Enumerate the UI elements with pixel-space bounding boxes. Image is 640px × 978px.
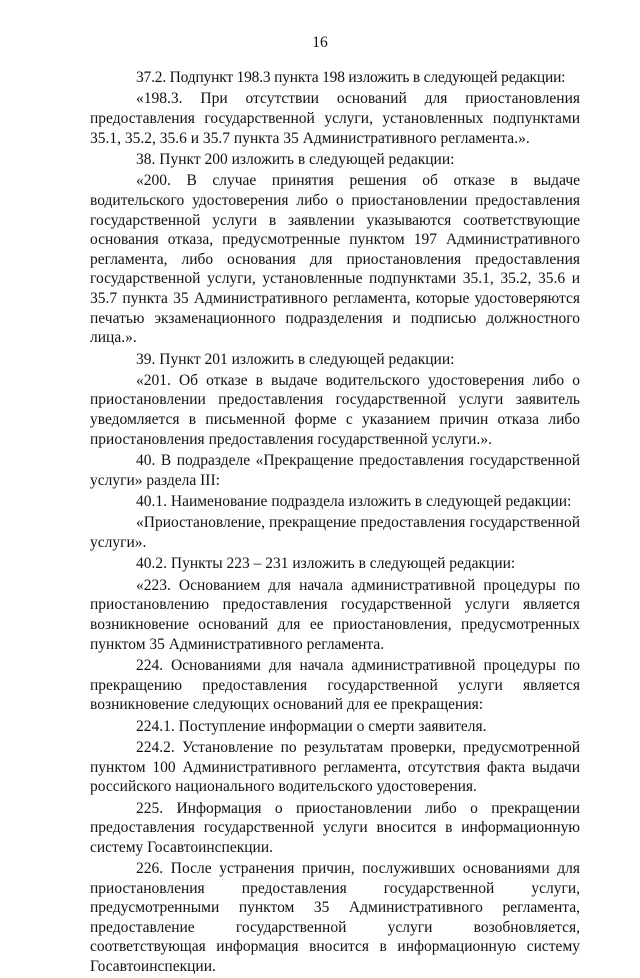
paragraph-224-2: 224.2. Установление по результатам проверки, предусмотренной пунктом 100 Административного регламента, отсутствия факта выдачи российского национального водительского удостоверения. xyxy=(90,738,580,796)
paragraph-198-3: «198.3. При отсутствии оснований для приостановления предоставления государственной услуги, установленных подпунктами 35.1, 35.2, 35.6 и 35.7 пункта 35 Административного регламента.». xyxy=(90,90,580,147)
paragraph-subsection-title: «Приостановление, прекращение предоставления государственной услуги». xyxy=(90,514,580,552)
paragraph-225: 225. Информация о приостановлении либо о прекращении предоставления государственной услуги вносится в информационную систему Госавтоинспекции. xyxy=(90,799,580,856)
paragraph-224-1: 224.1. Поступление информации о смерти заявителя. xyxy=(136,717,487,735)
paragraph-226: 226. После устранения причин, послуживших основаниями для приостановления предоставления государственной услуги, предусмотренными пунктом 35 Административного регламента, предоставление государственной услуги возобновляется, соответствующая информация вносится в информационную систему Госавтоинспекции. xyxy=(90,860,580,976)
paragraph-40: 40. В подразделе «Прекращение предоставления государственной услуги» раздела III: xyxy=(90,452,580,489)
document-body xyxy=(90,68,580,978)
paragraph-40-1: 40.1. Наименование подраздела изложить в следующей редакции: xyxy=(136,493,572,511)
paragraph-39: 39. Пункт 201 изложить в следующей редакции: xyxy=(136,350,455,368)
paragraph-224: 224. Основаниями для начала административной процедуры по прекращению предоставления государственной услуги является возникновение следующих оснований для ее прекращения: xyxy=(90,656,580,714)
paragraph-201: «201. Об отказе в выдаче водительского удостоверения либо о приостановлении предоставления государственной услуги заявитель уведомляется в письменной форме с указанием причин отказа либо приостановления предоставления государственной услуги.». xyxy=(90,371,580,448)
paragraph-200: «200. В случае принятия решения об отказе в выдаче водительского удостоверения либо о приостановлении предоставления государственной услуги в заявлении указываются соответствующие основания отказа, предусмотренные пунктом 197 Административного регламента, либо основания для приостановления предоставления государственной услуги, установленные подпунктами 35.1, 35.2, 35.6 и 35.7 пункта 35 Административного регламента, которые удостоверяются печатью экзаменационного подразделения и подписью должностного лица.». xyxy=(90,172,580,347)
paragraph-37-2: 37.2. Подпункт 198.3 пункта 198 изложить в следующей редакции: xyxy=(136,69,566,86)
paragraph-38: 38. Пункт 200 изложить в следующей редакции: xyxy=(136,150,455,168)
paragraph-40-2: 40.2. Пункты 223 – 231 изложить в следующей редакции: xyxy=(136,555,516,573)
paragraph-223: «223. Основанием для начала административной процедуры по приостановлению предоставления государственной услуги является возникновение оснований для ее приостановления, предусмотренных пунктом 35 Административного регламента. xyxy=(90,576,580,653)
page-number: 16 xyxy=(312,34,328,51)
